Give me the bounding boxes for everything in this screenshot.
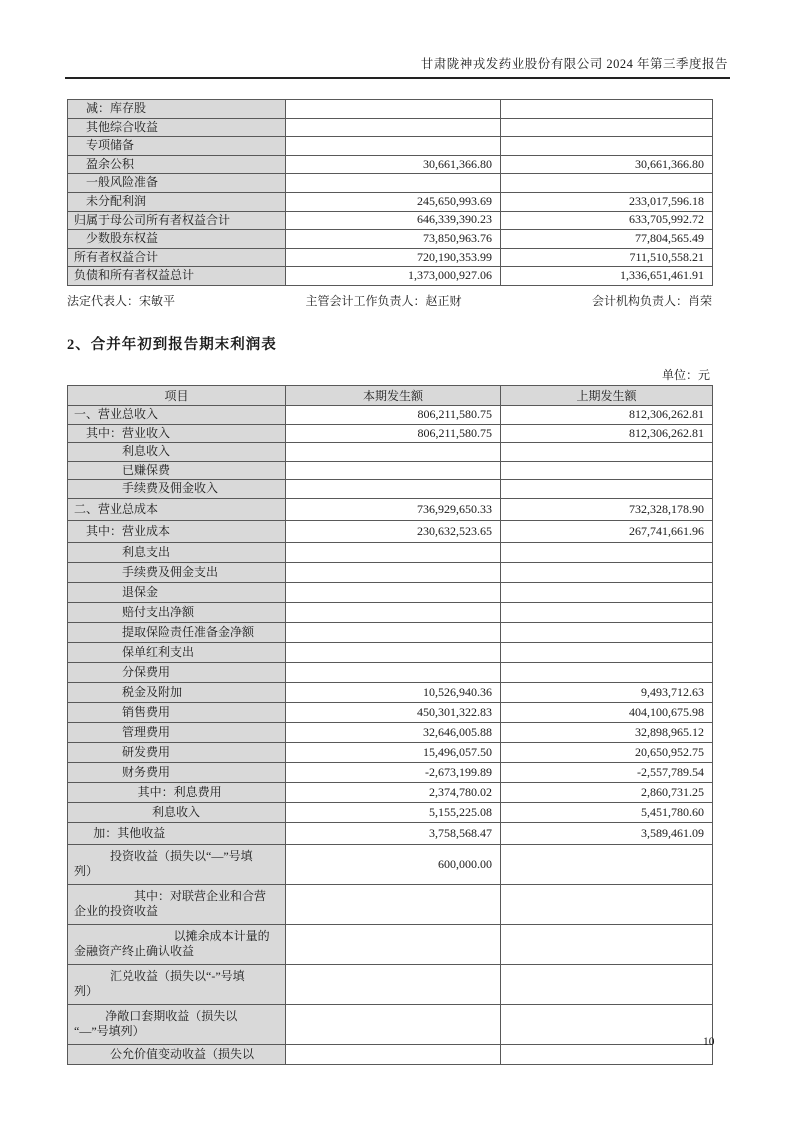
table-row [68, 1004, 713, 1044]
item-label-cell: 提取保险责任准备金净额 [68, 622, 286, 642]
item-label-cell: 盈余公积 [68, 155, 286, 174]
current-period-value-cell [286, 137, 501, 156]
current-period-value-cell: -2,673,199.89 [286, 762, 501, 782]
item-label-cell: 投资收益（损失以“—”号填 列） [68, 844, 286, 884]
item-label-cell: 其中：利息费用 [68, 782, 286, 802]
table-row [68, 622, 713, 642]
current-period-value-cell: 806,211,580.75 [286, 424, 501, 443]
income-statement-table [67, 385, 713, 1065]
item-label-cell: 赔付支出净额 [68, 602, 286, 622]
previous-period-value-cell: 77,804,565.49 [501, 230, 713, 249]
item-label-cell: 未分配利润 [68, 192, 286, 211]
previous-period-value-cell [501, 118, 713, 137]
table-row [68, 742, 713, 762]
table-row [68, 498, 713, 520]
previous-period-value-cell: 20,650,952.75 [501, 742, 713, 762]
previous-period-value-cell [501, 582, 713, 602]
previous-period-value-cell: 3,589,461.09 [501, 822, 713, 844]
table-row [68, 884, 713, 924]
current-period-value-cell [286, 582, 501, 602]
current-period-value-cell [286, 174, 501, 193]
table-row [68, 762, 713, 782]
item-label-cell: 利息支出 [68, 542, 286, 562]
previous-period-value-cell: 2,860,731.25 [501, 782, 713, 802]
unit-label: 单位：元 [661, 367, 710, 382]
item-label-cell: 保单红利支出 [68, 642, 286, 662]
item-label-cell: 一般风险准备 [68, 174, 286, 193]
item-label-cell: 以摊余成本计量的 金融资产终止确认收益 [68, 924, 286, 964]
current-period-value-cell: 1,373,000,927.06 [286, 267, 501, 286]
item-label-cell: 二、营业总成本 [68, 498, 286, 520]
previous-period-value-cell [501, 461, 713, 480]
previous-period-value-cell [501, 964, 713, 1004]
accounting-supervisor: 主管会计工作负责人：赵正财 [305, 293, 462, 308]
item-label-cell: 手续费及佣金支出 [68, 562, 286, 582]
previous-period-value-cell [501, 443, 713, 462]
equity-table [67, 99, 713, 286]
item-label-cell: 销售费用 [68, 702, 286, 722]
table-row [68, 1044, 713, 1064]
table-row [68, 682, 713, 702]
current-period-value-cell [286, 884, 501, 924]
item-label-cell: 其中：营业收入 [68, 424, 286, 443]
previous-period-value-cell [501, 480, 713, 499]
current-period-value-cell: 73,850,963.76 [286, 230, 501, 249]
previous-period-value-cell: 32,898,965.12 [501, 722, 713, 742]
current-period-value-cell [286, 622, 501, 642]
previous-period-value-cell: 633,705,992.72 [501, 211, 713, 230]
table-row [68, 405, 713, 424]
table-row [68, 722, 713, 742]
table-row [68, 964, 713, 1004]
current-period-value-cell [286, 662, 501, 682]
item-label-cell: 净敞口套期收益（损失以 “—”号填列） [68, 1004, 286, 1044]
table-row [68, 480, 713, 499]
current-period-value-cell: 646,339,390.23 [286, 211, 501, 230]
column-header-item: 项目 [68, 385, 286, 405]
previous-period-value-cell: 5,451,780.60 [501, 802, 713, 822]
item-label-cell: 财务费用 [68, 762, 286, 782]
current-period-value-cell: 15,496,057.50 [286, 742, 501, 762]
previous-period-value-cell [501, 542, 713, 562]
previous-period-value-cell [501, 1004, 713, 1044]
previous-period-value-cell [501, 662, 713, 682]
item-label-cell: 专项储备 [68, 137, 286, 156]
column-header-current-period: 本期发生额 [286, 385, 501, 405]
current-period-value-cell [286, 461, 501, 480]
item-label-cell: 少数股东权益 [68, 230, 286, 249]
item-label-cell: 加：其他收益 [68, 822, 286, 844]
item-label-cell: 利息收入 [68, 443, 286, 462]
current-period-value-cell: 600,000.00 [286, 844, 501, 884]
table-row [68, 174, 713, 193]
item-label-cell: 减：库存股 [68, 100, 286, 119]
previous-period-value-cell [501, 100, 713, 119]
item-label-cell: 其他综合收益 [68, 118, 286, 137]
item-label-cell: 研发费用 [68, 742, 286, 762]
item-label-cell: 负债和所有者权益总计 [68, 267, 286, 286]
current-period-value-cell: 3,758,568.47 [286, 822, 501, 844]
previous-period-value-cell: 1,336,651,461.91 [501, 267, 713, 286]
table-row [68, 155, 713, 174]
current-period-value-cell: 30,661,366.80 [286, 155, 501, 174]
current-period-value-cell [286, 602, 501, 622]
table-row [68, 782, 713, 802]
item-label-cell: 利息收入 [68, 802, 286, 822]
current-period-value-cell: 10,526,940.36 [286, 682, 501, 702]
table-row [68, 562, 713, 582]
item-label-cell: 其中：营业成本 [68, 520, 286, 542]
previous-period-value-cell: -2,557,789.54 [501, 762, 713, 782]
item-label-cell: 其中：对联营企业和合营 企业的投资收益 [68, 884, 286, 924]
item-label-cell: 分保费用 [68, 662, 286, 682]
accounting-department-head: 会计机构负责人：肖荣 [591, 293, 712, 308]
current-period-value-cell: 720,190,353.99 [286, 248, 501, 267]
item-label-cell: 汇兑收益（损失以“-”号填 列） [68, 964, 286, 1004]
previous-period-value-cell [501, 884, 713, 924]
previous-period-value-cell: 812,306,262.81 [501, 424, 713, 443]
page-number: 10 [703, 1036, 715, 1048]
previous-period-value-cell: 9,493,712.63 [501, 682, 713, 702]
previous-period-value-cell [501, 622, 713, 642]
current-period-value-cell [286, 964, 501, 1004]
table-row [68, 582, 713, 602]
table-row [68, 844, 713, 884]
table-header-row [68, 385, 713, 405]
previous-period-value-cell [501, 174, 713, 193]
previous-period-value-cell: 233,017,596.18 [501, 192, 713, 211]
previous-period-value-cell: 812,306,262.81 [501, 405, 713, 424]
table-row [68, 802, 713, 822]
table-row [68, 924, 713, 964]
table-row [68, 137, 713, 156]
column-header-previous-period: 上期发生额 [501, 385, 713, 405]
table-row [68, 662, 713, 682]
current-period-value-cell: 32,646,005.88 [286, 722, 501, 742]
previous-period-value-cell: 267,741,661.96 [501, 520, 713, 542]
item-label-cell: 退保金 [68, 582, 286, 602]
current-period-value-cell: 245,650,993.69 [286, 192, 501, 211]
page-content [67, 99, 712, 1065]
previous-period-value-cell: 404,100,675.98 [501, 702, 713, 722]
table-row [68, 211, 713, 230]
previous-period-value-cell: 711,510,558.21 [501, 248, 713, 267]
previous-period-value-cell: 732,328,178.90 [501, 498, 713, 520]
report-title: 甘肃陇神戎发药业股份有限公司 2024 年第三季度报告 [420, 57, 728, 71]
table-row [68, 230, 713, 249]
signatory-line [67, 292, 712, 309]
section-title: 2、合并年初到报告期末利润表 [67, 336, 277, 353]
current-period-value-cell [286, 118, 501, 137]
current-period-value-cell: 230,632,523.65 [286, 520, 501, 542]
current-period-value-cell [286, 562, 501, 582]
current-period-value-cell [286, 100, 501, 119]
table-row [68, 822, 713, 844]
previous-period-value-cell [501, 844, 713, 884]
current-period-value-cell [286, 480, 501, 499]
table-row [68, 461, 713, 480]
previous-period-value-cell [501, 562, 713, 582]
previous-period-value-cell: 30,661,366.80 [501, 155, 713, 174]
previous-period-value-cell [501, 602, 713, 622]
table-row [68, 192, 713, 211]
current-period-value-cell: 5,155,225.08 [286, 802, 501, 822]
table-row [68, 702, 713, 722]
item-label-cell: 一、营业总收入 [68, 405, 286, 424]
item-label-cell: 手续费及佣金收入 [68, 480, 286, 499]
table-row [68, 520, 713, 542]
item-label-cell: 管理费用 [68, 722, 286, 742]
table-row [68, 443, 713, 462]
current-period-value-cell [286, 443, 501, 462]
table-row [68, 542, 713, 562]
document-header [65, 54, 730, 79]
current-period-value-cell [286, 542, 501, 562]
item-label-cell: 税金及附加 [68, 682, 286, 702]
current-period-value-cell: 736,929,650.33 [286, 498, 501, 520]
previous-period-value-cell [501, 924, 713, 964]
current-period-value-cell: 2,374,780.02 [286, 782, 501, 802]
current-period-value-cell: 806,211,580.75 [286, 405, 501, 424]
table-row [68, 118, 713, 137]
table-row [68, 642, 713, 662]
current-period-value-cell [286, 1044, 501, 1064]
current-period-value-cell [286, 924, 501, 964]
table-row [68, 100, 713, 119]
current-period-value-cell: 450,301,322.83 [286, 702, 501, 722]
item-label-cell: 公允价值变动收益（损失以 [68, 1044, 286, 1064]
previous-period-value-cell [501, 1044, 713, 1064]
item-label-cell: 已赚保费 [68, 461, 286, 480]
table-row [68, 248, 713, 267]
item-label-cell: 归属于母公司所有者权益合计 [68, 211, 286, 230]
previous-period-value-cell [501, 137, 713, 156]
current-period-value-cell [286, 642, 501, 662]
legal-representative: 法定代表人：宋敏平 [67, 293, 176, 308]
table-row [68, 424, 713, 443]
previous-period-value-cell [501, 642, 713, 662]
table-row [68, 267, 713, 286]
item-label-cell: 所有者权益合计 [68, 248, 286, 267]
current-period-value-cell [286, 1004, 501, 1044]
table-row [68, 602, 713, 622]
